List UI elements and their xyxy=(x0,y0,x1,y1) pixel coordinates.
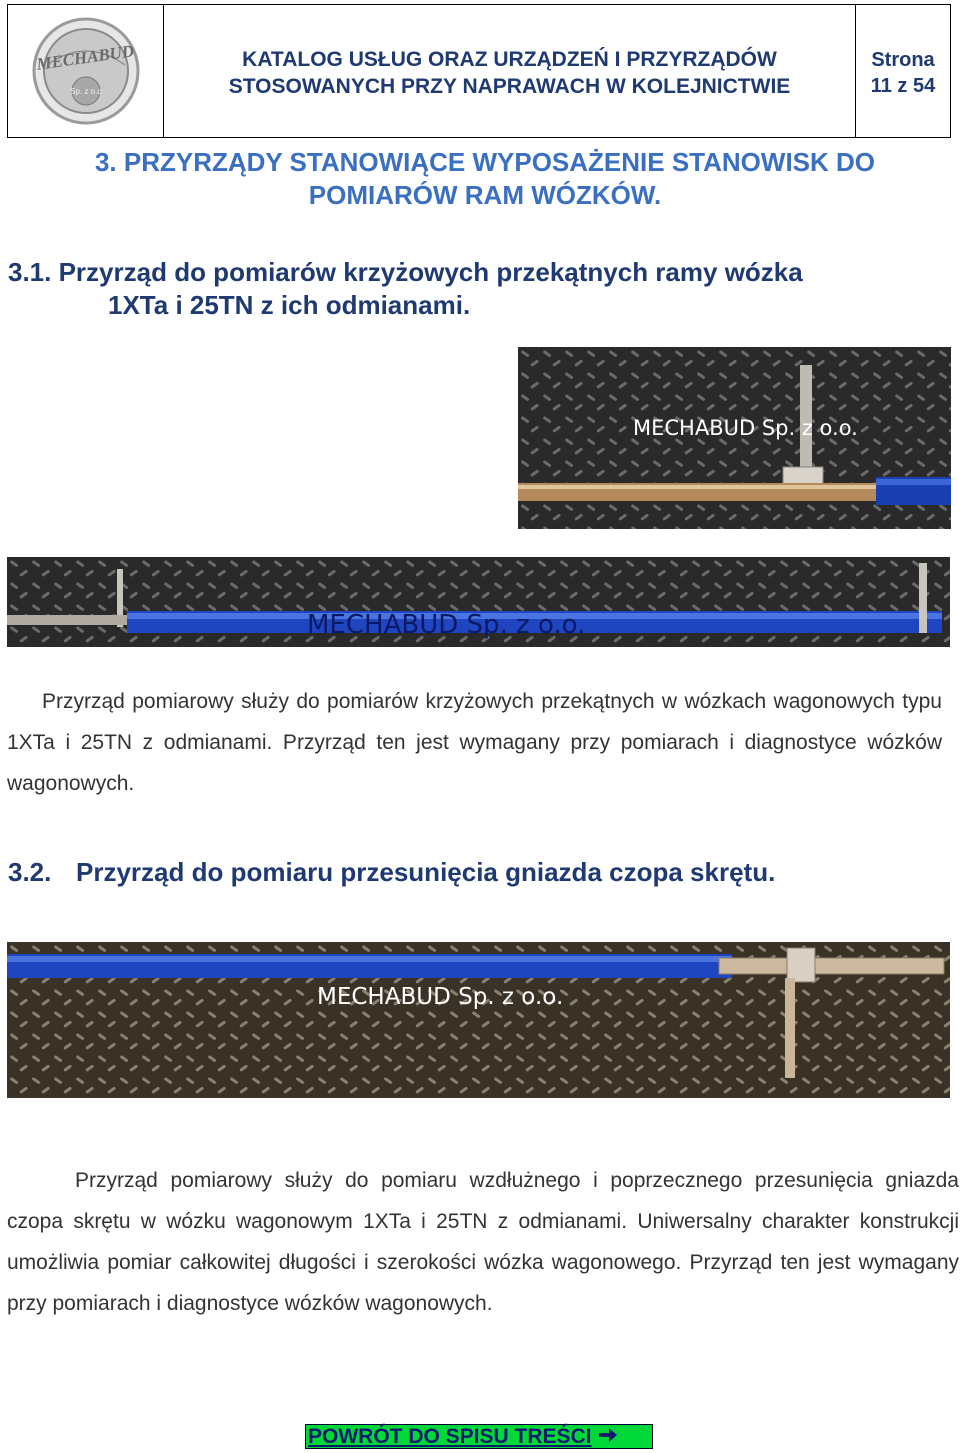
item-3-1-heading-line-1: 3.1. Przyrząd do pomiarów krzyżowych przekątnych ramy wózka xyxy=(8,257,803,287)
page-label: Strona xyxy=(871,49,935,71)
catalog-title-line-1: KATALOG USŁUG ORAZ URZĄDZEŃ I PRZYRZĄDÓW xyxy=(242,48,777,71)
mechabud-logo xyxy=(27,15,145,127)
item-3-1-heading xyxy=(8,256,948,322)
photo-watermark: MECHABUD Sp. z o.o. xyxy=(633,416,858,440)
photo-watermark: MECHABUD Sp. z o.o. xyxy=(307,610,586,640)
item-3-2-description: Przyrząd pomiarowy służy do pomiaru wzdłużnego i poprzecznego przesunięcia gniazda czopa skrętu w wózku wagonowym 1XTa i 25TN z odmianami. Uniwersalny charakter konstrukcji umożliwia pomiar całkowitej długości i szerokości wózka wagonowego. Przyrząd ten jest wymagany przy pomiarach i diagnostyce wózków wagonowych. xyxy=(7,1169,959,1315)
back-to-toc-link[interactable] xyxy=(305,1424,653,1449)
page-header xyxy=(7,4,951,138)
item-3-2-title: Przyrząd do pomiaru przesunięcia gniazda czopa skrętu. xyxy=(76,857,776,887)
item-3-2-heading xyxy=(8,856,775,889)
logo-cell xyxy=(8,5,164,137)
catalog-title-line-2: STOSOWANYCH PRZY NAPRAWACH W KOLEJNICTWIE xyxy=(228,75,791,98)
item-3-2-number: 3.2. xyxy=(8,857,52,887)
page-number: 11 z 54 xyxy=(870,75,936,97)
item-3-1-heading-line-2: 1XTa i 25TN z ich odmianami. xyxy=(108,290,471,320)
section-heading-line-2: POMIARÓW RAM WÓZKÓW. xyxy=(308,180,662,210)
section-heading xyxy=(40,146,930,212)
item-3-1-description: Przyrząd pomiarowy służy do pomiarów krzyżowych przekątnych w wózkach wagonowych typu 1XTa i 25TN z odmianami. Przyrząd ten jest wymagany przy pomiarach i diagnostyce wózków wagonowych. xyxy=(7,690,942,795)
arrow-right-icon xyxy=(598,1425,618,1449)
logo-subtext: Sp. z o.o xyxy=(69,87,102,96)
page-indicator xyxy=(856,5,950,137)
catalog-title xyxy=(164,5,856,137)
diagonal-gauge-photo-full xyxy=(7,557,950,647)
photo-watermark: MECHABUD Sp. z o.o. xyxy=(317,984,564,1010)
pivot-offset-gauge-photo xyxy=(7,942,950,1098)
logo-text: MECHABUD xyxy=(34,41,135,74)
diagonal-gauge-photo-detail xyxy=(518,347,951,529)
section-heading-line-1: 3. PRZYRZĄDY STANOWIĄCE WYPOSAŻENIE STANOWISK DO xyxy=(94,147,876,177)
back-to-toc-label: POWRÓT DO SPISU TREŚCI xyxy=(308,1424,592,1448)
